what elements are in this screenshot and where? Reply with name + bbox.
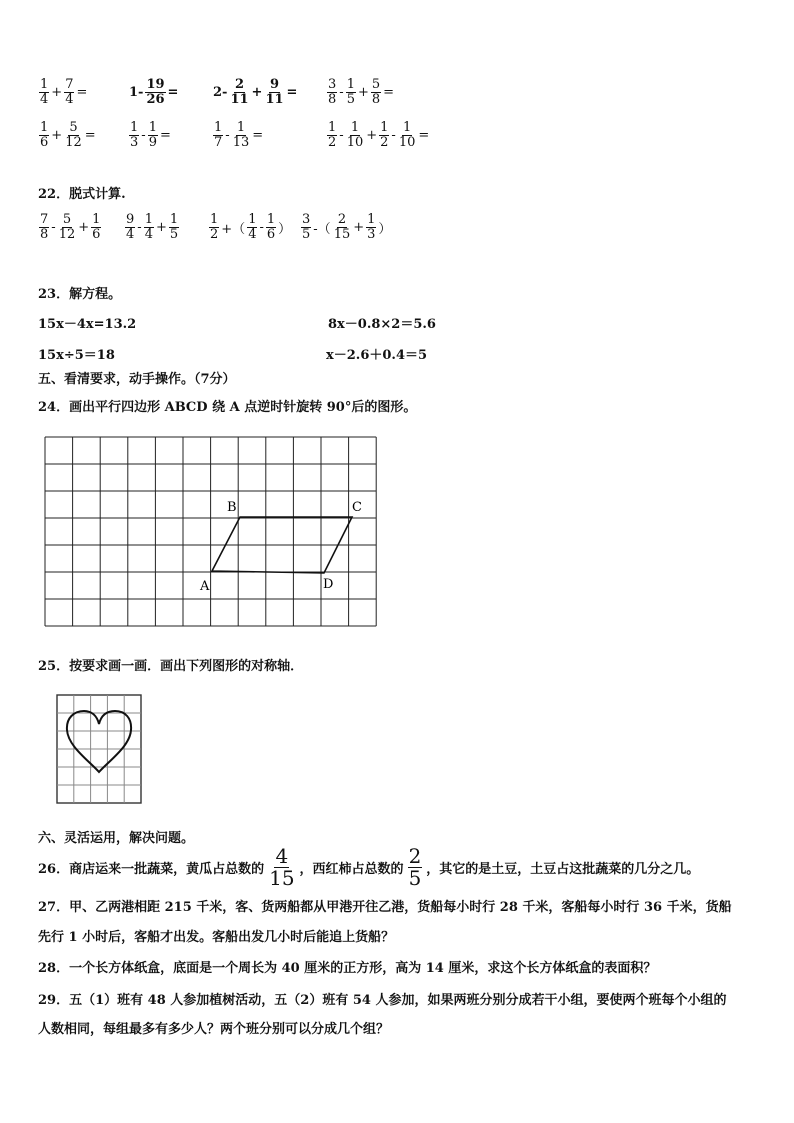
operator: - [259, 219, 264, 235]
numerator: 2 [234, 77, 245, 92]
operator: ） [378, 221, 392, 237]
numerator: 9 [126, 212, 135, 227]
denominator: 5 [169, 226, 179, 242]
operator: = [159, 127, 171, 143]
vertex-label-b: B [227, 500, 237, 515]
denominator: 10 [398, 134, 416, 150]
numerator: 1 [214, 120, 223, 135]
denominator: 11 [265, 91, 284, 107]
operator: 2- [213, 84, 228, 100]
operator: = [286, 84, 298, 100]
denominator: 6 [92, 226, 101, 242]
q26-text-pre: 26．商店运来一批蔬菜，黄瓜占总数的 [38, 862, 265, 877]
q26-fraction-1-numerator: 4 [275, 844, 289, 868]
denominator: 8 [371, 91, 381, 107]
denominator: 4 [248, 226, 257, 242]
vertex-label-d: D [323, 577, 334, 592]
numerator: 3 [302, 212, 311, 227]
operator: = [418, 127, 430, 143]
q26-text-post: ，其它的是土豆，土豆占这批蔬菜的几分之几。 [426, 862, 700, 877]
numerator: 2 [337, 212, 347, 227]
q23-equation-3: 15x÷5＝18 [38, 348, 115, 363]
operator: = [252, 127, 264, 143]
operator: + [366, 127, 378, 143]
numerator: 1 [350, 120, 360, 135]
denominator: 8 [328, 91, 337, 107]
denominator: 10 [346, 134, 364, 150]
denominator: 4 [65, 91, 74, 107]
denominator: 2 [328, 134, 337, 150]
numerator: 1 [346, 77, 355, 92]
q26-fraction-1-denominator: 15 [269, 866, 295, 890]
operator: + [251, 84, 263, 100]
operator: - [339, 127, 344, 143]
denominator: 4 [40, 91, 49, 107]
q23-title: 23．解方程。 [38, 287, 122, 302]
q25-grid [57, 695, 141, 803]
denominator: 4 [144, 226, 153, 242]
q26-text-mid: ，西红柿占总数的 [299, 862, 404, 877]
denominator: 4 [126, 226, 135, 242]
operator: = [76, 84, 88, 100]
operator: - [51, 219, 56, 235]
q23-equation-4: x－2.6＋0.4＝5 [326, 348, 428, 363]
numerator: 1 [402, 120, 412, 135]
section-5-heading: 五、看清要求，动手操作。（7分） [38, 372, 236, 387]
numerator: 1 [92, 212, 101, 227]
numerator: 7 [65, 77, 74, 92]
q23-equation-2: 8x－0.8×2＝5.6 [328, 317, 436, 332]
numerator: 1 [40, 77, 49, 92]
operator: - [137, 219, 142, 235]
operator: = [383, 84, 395, 100]
numerator: 1 [367, 212, 376, 227]
denominator: 12 [58, 226, 76, 242]
operator: = [167, 84, 179, 100]
section-6-heading: 六、灵活运用，解决问题。 [38, 831, 195, 846]
numerator: 5 [69, 120, 78, 135]
denominator: 11 [230, 91, 249, 107]
operator: = [84, 127, 96, 143]
q27-line-2: 先行 1 小时后，客船才出发。客船出发几小时后能追上货船？ [38, 930, 395, 945]
numerator: 1 [248, 212, 257, 227]
q26-fraction-2-denominator: 5 [408, 866, 422, 890]
denominator: 2 [210, 226, 219, 242]
operator: - [339, 84, 344, 100]
numerator: 1 [328, 120, 337, 135]
denominator: 7 [214, 134, 223, 150]
operator: - [141, 127, 146, 143]
q24-grid [45, 437, 376, 626]
numerator: 1 [266, 212, 276, 227]
operator: + [51, 84, 63, 100]
denominator: 6 [40, 134, 49, 150]
denominator: 3 [130, 134, 139, 150]
operator: + [78, 219, 90, 235]
operator: + [357, 84, 369, 100]
numerator: 5 [62, 212, 72, 227]
numerator: 1 [236, 120, 246, 135]
vertex-label-c: C [352, 500, 362, 515]
numerator: 1 [210, 212, 219, 227]
numerator: 3 [328, 77, 337, 92]
numerator: 1 [148, 120, 157, 135]
denominator: 2 [380, 134, 389, 150]
denominator: 3 [367, 226, 376, 242]
q26-fraction-tomato [408, 846, 423, 889]
vertex-label-a: A [200, 579, 210, 594]
operator: - [391, 127, 396, 143]
denominator: 9 [148, 134, 157, 150]
denominator: 6 [266, 226, 276, 242]
denominator: 15 [333, 226, 351, 242]
q24-title: 24．画出平行四边形 ABCD 绕 A 点逆时针旋转 90°后的图形。 [38, 400, 417, 415]
operator: 1- [129, 84, 144, 100]
q26-question [38, 846, 699, 889]
numerator: 1 [144, 212, 153, 227]
q26-fraction-2-numerator: 2 [408, 844, 422, 868]
numerator: 7 [40, 212, 49, 227]
operator: + [155, 219, 167, 235]
q29-line-2: 人数相同，每组最多有多少人？两个班分别可以分成几个组？ [38, 1022, 390, 1037]
numerator: 1 [130, 120, 139, 135]
q23-equation-1: 15x－4x=13.2 [38, 317, 137, 332]
numerator: 19 [146, 77, 165, 92]
numerator: 1 [169, 212, 179, 227]
numerator: 9 [269, 77, 280, 92]
q28-question: 28．一个长方体纸盒，底面是一个周长为 40 厘米的正方形，高为 14 厘米，求这个长方体纸盒的表面积？ [38, 961, 657, 976]
denominator: 12 [65, 134, 82, 150]
operator: - [225, 127, 230, 143]
numerator: 1 [380, 120, 389, 135]
operator: + [353, 219, 365, 235]
denominator: 26 [146, 91, 165, 107]
heart-shape [67, 711, 131, 772]
numerator: 1 [40, 120, 49, 135]
denominator: 8 [40, 226, 49, 242]
q22-title: 22．脱式计算. [38, 187, 126, 202]
denominator: 13 [232, 134, 250, 150]
operator: -（ [313, 221, 331, 237]
q25-title: 25．按要求画一画．画出下列图形的对称轴． [38, 659, 304, 674]
operator: ） [278, 221, 292, 237]
numerator: 5 [371, 77, 381, 92]
operator: +（ [221, 221, 246, 237]
q26-fraction-cucumber [268, 846, 295, 889]
q29-line-1: 29．五（1）班有 48 人参加植树活动，五（2）班有 54 人参加，如果两班分别分成若干小组，要使两个班每个小组的 [38, 993, 727, 1008]
operator: + [51, 127, 63, 143]
denominator: 5 [302, 226, 311, 242]
denominator: 5 [346, 91, 355, 107]
q27-line-1: 27．甲、乙两港相距 215 千米，客、货两船都从甲港开往乙港，货船每小时行 28 千米，客船每小时行 36 千米，货船 [38, 900, 732, 915]
